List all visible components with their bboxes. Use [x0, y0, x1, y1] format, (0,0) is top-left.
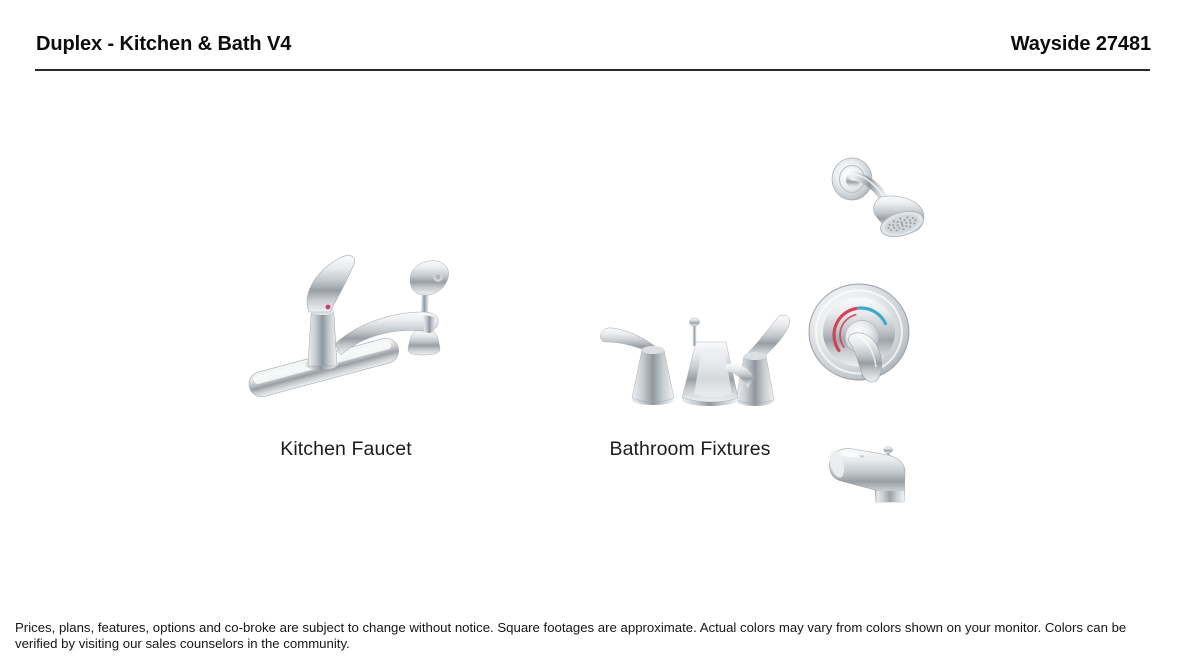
shower-head-image — [826, 156, 926, 241]
hot-cold-accent-dot — [326, 305, 331, 310]
header-divider — [35, 69, 1150, 71]
bathroom-faucet-figure — [598, 312, 793, 417]
plan-name: Wayside 27481 — [1010, 33, 1151, 55]
shower-valve-image — [806, 283, 918, 385]
bathroom-fixtures-label: Bathroom Fixtures — [609, 438, 771, 460]
shower-head-figure — [826, 156, 926, 246]
shower-valve-figure — [806, 283, 918, 390]
diverter-knob — [884, 447, 893, 453]
kitchen-faucet-label: Kitchen Faucet — [280, 438, 412, 460]
disclaimer-text: Prices, plans, features, options and co-broke are subject to change without notice. Square footages are approximate. Actual colors may vary from colors shown on your monitor. Colors can be verified by visiting our sales counselors in the community. — [15, 620, 1127, 652]
tub-spout-image — [826, 444, 912, 506]
faucet-handle — [307, 256, 355, 312]
page-title: Duplex - Kitchen & Bath V4 — [36, 33, 292, 55]
kitchen-faucet-image — [246, 252, 462, 402]
kitchen-faucet-option — [246, 252, 462, 407]
tub-spout-figure — [826, 444, 912, 511]
bathroom-faucet-image — [598, 312, 793, 412]
